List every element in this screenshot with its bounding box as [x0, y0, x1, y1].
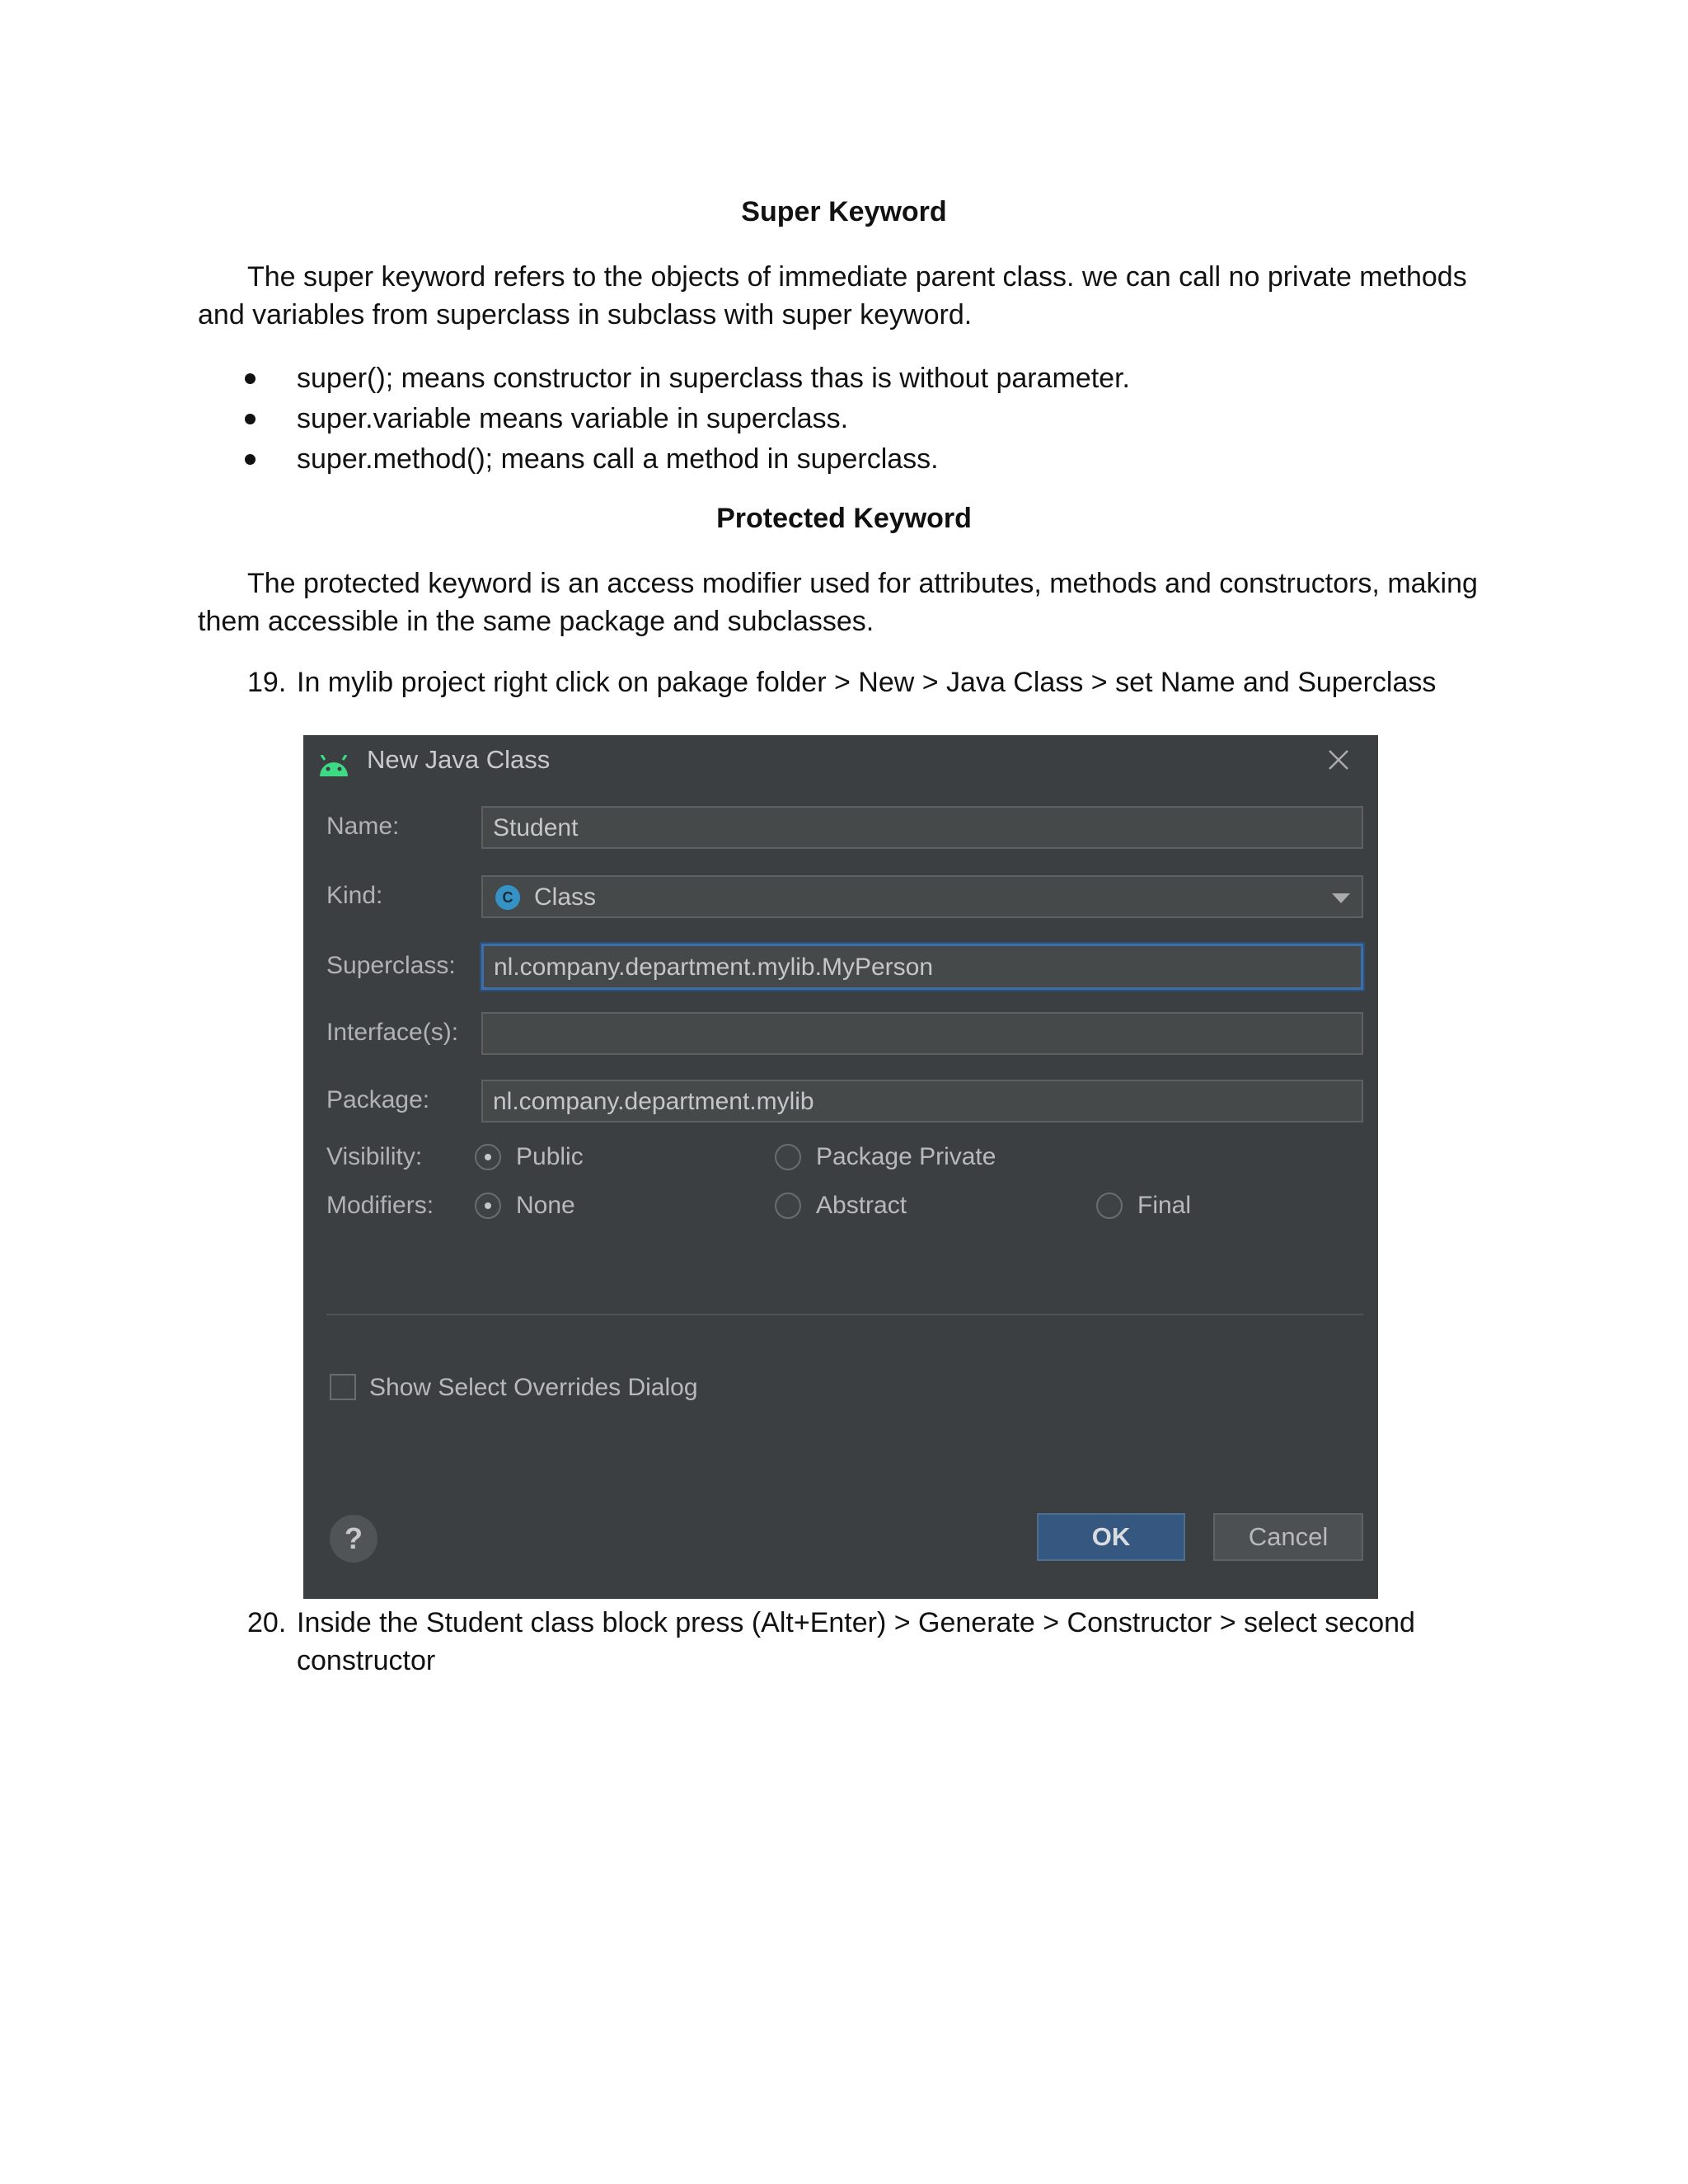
step-20-line-1: Inside the Student class block press (Alt+Enter) > Generate > Constructor > select second: [297, 1607, 1415, 1638]
close-icon[interactable]: [1325, 747, 1352, 773]
protected-para-line-2: them accessible in the same package and subclasses.: [198, 606, 874, 637]
step-text: In mylib project right click on pakage folder > New > Java Class > set Name and Superclass: [297, 667, 1437, 698]
step-number: 19.: [247, 667, 287, 698]
modifiers-final-label: Final: [1137, 1192, 1192, 1219]
bullet-icon: [245, 414, 256, 424]
help-icon[interactable]: ?: [330, 1515, 377, 1563]
super-para-line-2: and variables from superclass in subclass with super keyword.: [198, 299, 973, 330]
visibility-package-private-label: Package Private: [816, 1143, 996, 1170]
interfaces-field[interactable]: [481, 1012, 1363, 1055]
android-icon: [316, 755, 351, 776]
visibility-label: Visibility:: [326, 1143, 423, 1170]
package-field[interactable]: [481, 1080, 1363, 1122]
name-field-value: Student: [493, 814, 579, 841]
step-20-line-2: constructor: [297, 1645, 436, 1676]
superclass-field[interactable]: [481, 944, 1363, 990]
package-label: Package:: [326, 1086, 430, 1113]
step-number: 20.: [247, 1607, 287, 1638]
protected-keyword-heading: Protected Keyword: [716, 503, 972, 534]
class-icon: C: [495, 885, 520, 910]
modifiers-label: Modifiers:: [326, 1192, 434, 1219]
cancel-button[interactable]: Cancel: [1213, 1513, 1363, 1561]
modifiers-none-radio[interactable]: [475, 1193, 501, 1219]
modifiers-final-radio[interactable]: [1096, 1193, 1123, 1219]
visibility-package-private-radio[interactable]: [775, 1144, 801, 1170]
protected-keyword-paragraph: [198, 565, 1500, 640]
name-label: Name:: [326, 813, 400, 840]
superclass-field-value: nl.company.department.mylib.MyPerson: [494, 954, 933, 981]
dialog-titlebar: [303, 735, 1378, 788]
package-field-value: nl.company.department.mylib: [493, 1088, 814, 1115]
visibility-public-radio[interactable]: [475, 1144, 501, 1170]
kind-label: Kind:: [326, 882, 383, 909]
super-keyword-paragraph: [198, 258, 1500, 334]
new-java-class-dialog: [303, 735, 1378, 1599]
super-keyword-heading: Super Keyword: [741, 196, 947, 227]
chevron-down-icon: [1332, 893, 1350, 903]
modifiers-none-label: None: [516, 1192, 575, 1219]
visibility-public-label: Public: [516, 1143, 584, 1170]
bullet-icon: [245, 454, 256, 465]
kind-dropdown[interactable]: [481, 875, 1363, 918]
show-overrides-label: Show Select Overrides Dialog: [369, 1374, 698, 1401]
kind-dropdown-value: Class: [534, 883, 597, 911]
name-field[interactable]: [481, 806, 1363, 849]
modifiers-abstract-radio[interactable]: [775, 1193, 801, 1219]
show-overrides-checkbox[interactable]: [330, 1374, 356, 1400]
dialog-title: New Java Class: [367, 745, 551, 774]
ok-button[interactable]: OK: [1037, 1513, 1185, 1561]
divider: [326, 1314, 1363, 1315]
protected-para-line-1: The protected keyword is an access modifier used for attributes, methods and constructors, making: [247, 568, 1478, 599]
modifiers-abstract-label: Abstract: [816, 1192, 907, 1219]
step-text: [297, 1604, 1500, 1680]
superclass-label: Superclass:: [326, 952, 456, 979]
bullet-icon: [245, 373, 256, 384]
super-para-line-1: The super keyword refers to the objects of immediate parent class. we can call no private methods: [247, 261, 1467, 293]
interfaces-label: Interface(s):: [326, 1019, 459, 1046]
